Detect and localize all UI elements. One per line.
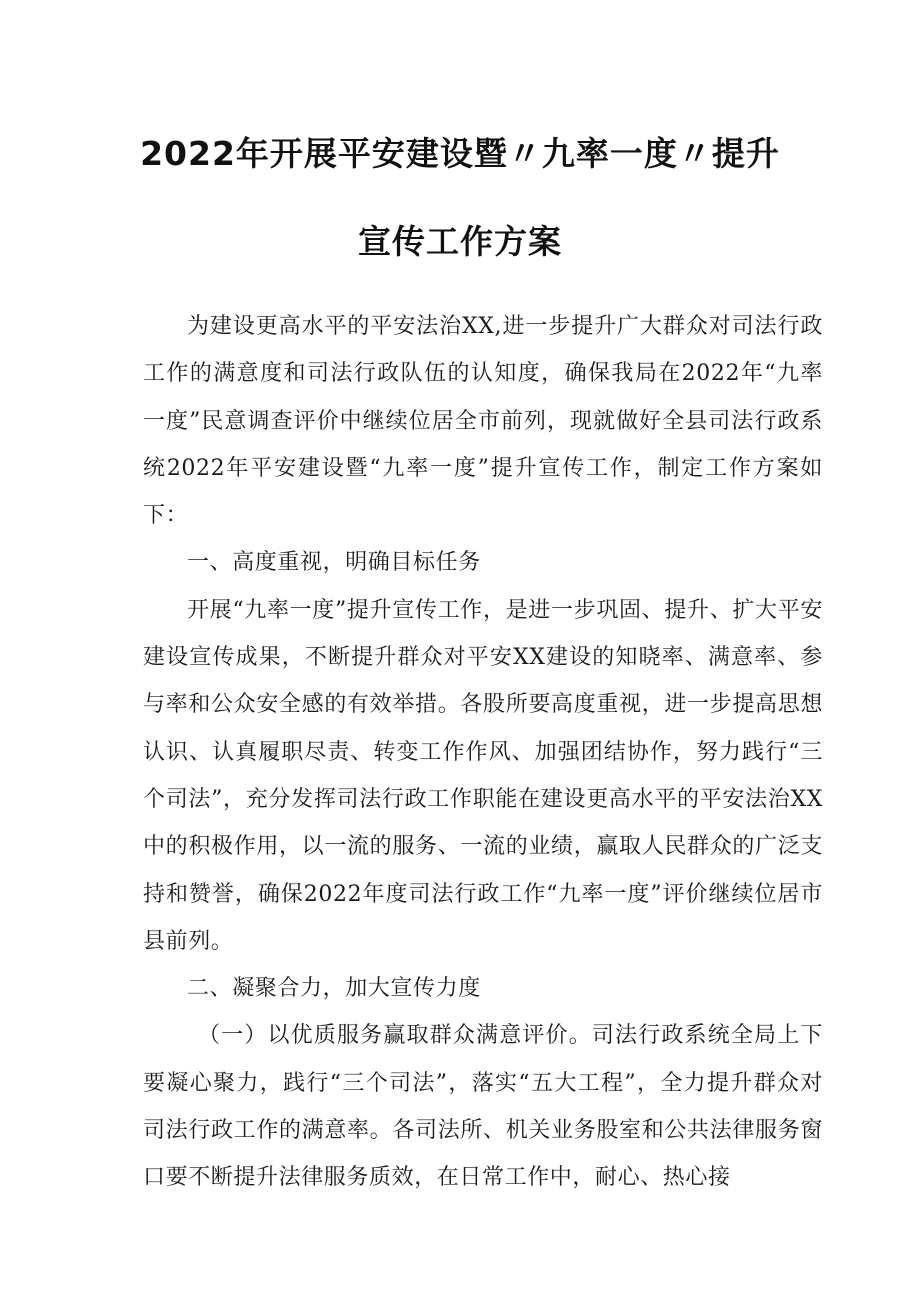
document-title-line-2: 宣传工作方案 [358, 222, 562, 261]
section-heading-2: 二、凝聚合力，加大宣传力度 [187, 976, 481, 1002]
section-1-paragraph: 开展“九率一度”提升宣传工作，是进一步巩固、提升、扩大平安建设宣传成果，不断提升群众对平安XX建设的知晓率、满意率、参与率和公众安全感的有效举措。各股所要高度重视，进一步提高思想认识、认真履职尽责、转变工作作风、加强团结协作，努力践行“三个司法”，充分发挥司法行政工作职能在建设更高水平的平安法治XX中的积极作用，以一流的服务、一流的业绩，赢取人民群众的广泛支持和赞誉，确保2022年度司法行政工作“九率一度”评价继续位居市县前列。 [143, 597, 823, 954]
document-body [143, 303, 823, 1202]
document-title-line-1: 2022年开展平安建设暨〃九率一度〃提升 [140, 134, 780, 173]
section-2-item-1-paragraph: （一）以优质服务赢取群众满意评价。司法行政系统全局上下要凝心聚力，践行“三个司法”，落实“五大工程”，全力提升群众对司法行政工作的满意率。各司法所、机关业务股室和公共法律服务窗口要不断提升法律服务质效，在日常工作中，耐心、热心接 [143, 1023, 823, 1191]
section-heading-1: 一、高度重视，明确目标任务 [187, 550, 481, 576]
intro-paragraph: 为建设更高水平的平安法治XX,进一步提升广大群众对司法行政工作的满意度和司法行政队伍的认知度，确保我局在2022年“九率一度”民意调查评价中继续位居全市前列，现就做好全县司法行政系统2022年平安建设暨“九率一度”提升宣传工作，制定工作方案如下： [143, 314, 823, 529]
